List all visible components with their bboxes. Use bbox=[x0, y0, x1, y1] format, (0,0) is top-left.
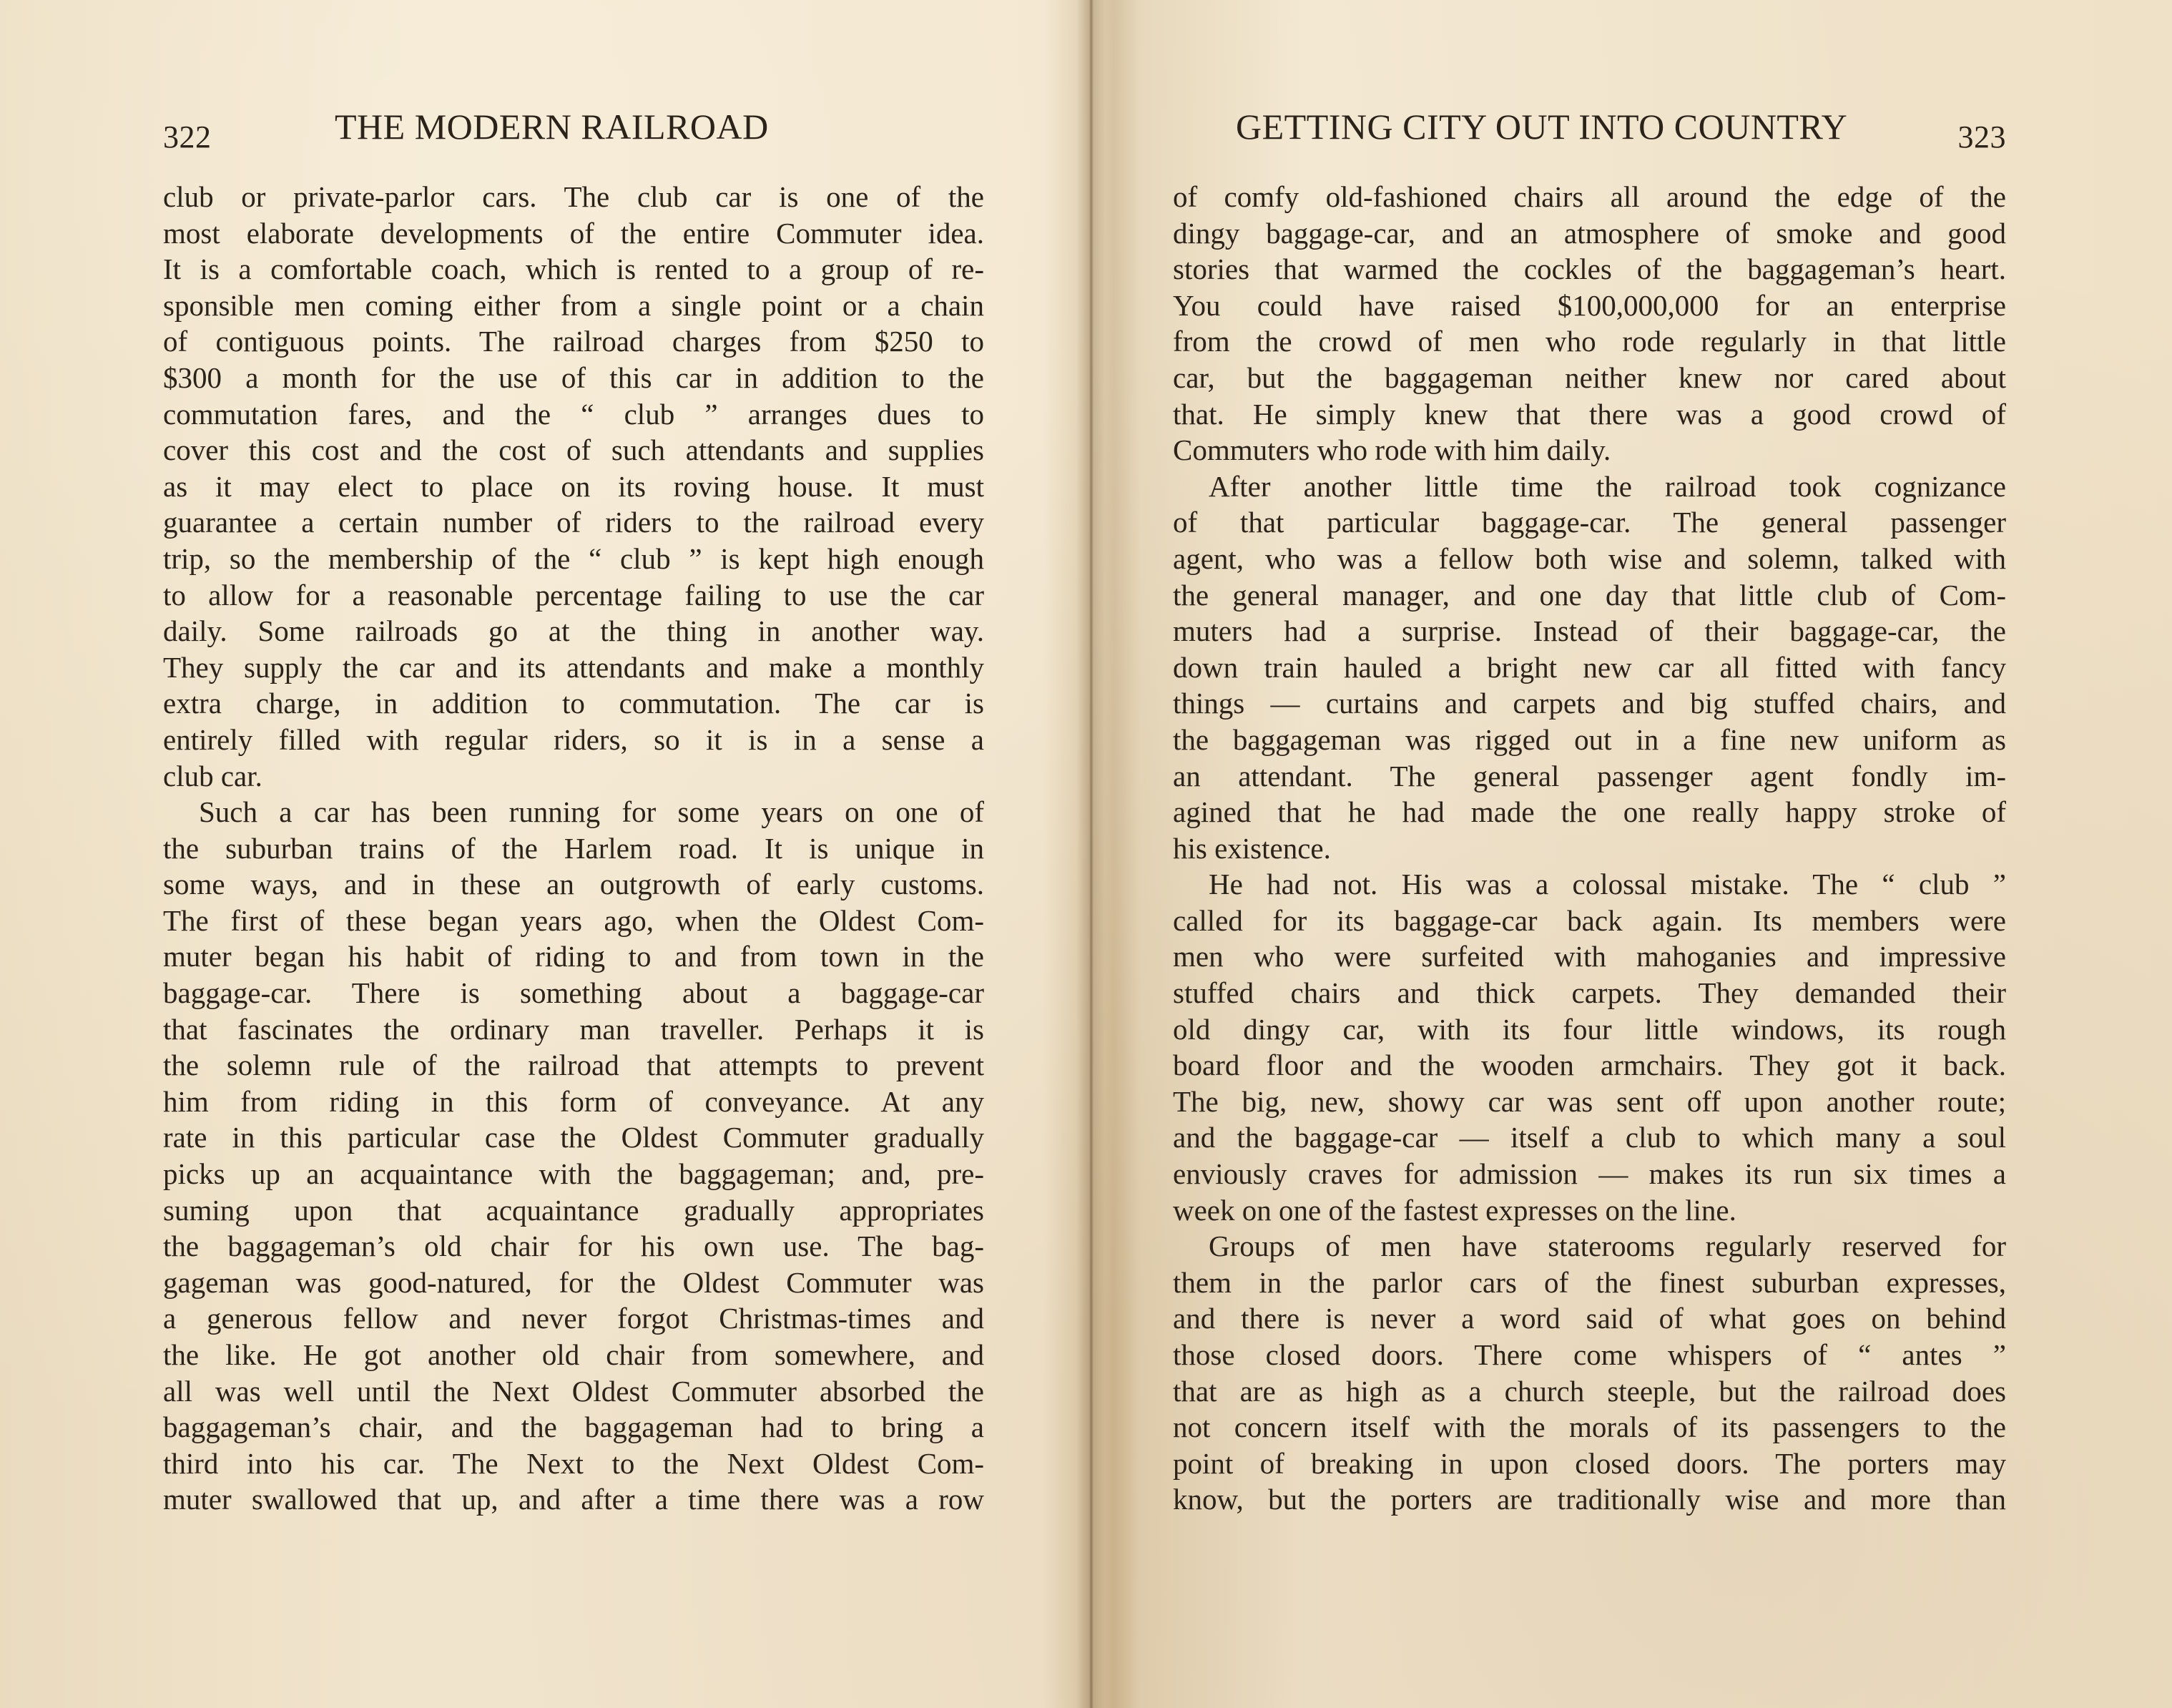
text-line: suming upon that acquaintance gradually appropriates bbox=[163, 1193, 984, 1227]
text-line: to allow for a reasonable percentage failing to use the car bbox=[163, 578, 984, 612]
text-line: a generous fellow and never forgot Christmas-times and bbox=[163, 1302, 984, 1335]
text-line: enviously craves for admission — makes its run six times a bbox=[1173, 1157, 2006, 1191]
text-line: After another little time the railroad took cognizance bbox=[1209, 469, 2006, 503]
text-line: men who were surfeited with mahoganies and impressive bbox=[1173, 940, 2006, 973]
text-line: daily. Some railroads go at the thing in another way. bbox=[163, 614, 984, 648]
right-running-title: GETTING CITY OUT INTO COUNTRY bbox=[1236, 107, 1848, 147]
left-page-number: 322 bbox=[163, 119, 212, 154]
text-line: $300 a month for the use of this car in addition to the bbox=[163, 360, 984, 394]
text-line: third into his car. The Next to the Next Oldest Com- bbox=[163, 1446, 984, 1480]
text-line: muters had a surprise. Instead of their baggage-car, the bbox=[1173, 614, 2006, 648]
text-line: them in the parlor cars of the finest suburban expresses, bbox=[1173, 1265, 2006, 1299]
text-line: Such a car has been running for some years on one of bbox=[199, 795, 984, 829]
text-line: those closed doors. There come whispers of “ antes ” bbox=[1173, 1338, 2006, 1371]
text-line: and there is never a word said of what goes on behind bbox=[1173, 1302, 2006, 1335]
text-line: that are as high as a church steeple, but the railroad does bbox=[1173, 1374, 2006, 1408]
text-line: week on one of the fastest expresses on the line. bbox=[1173, 1193, 1736, 1227]
text-line: called for its baggage-car back again. Its members were bbox=[1173, 903, 2006, 937]
text-line: the baggageman was rigged out in a fine new uniform as bbox=[1173, 722, 2006, 756]
text-line: agined that he had made the one really happy stroke of bbox=[1173, 795, 2006, 829]
left-running-title: THE MODERN RAILROAD bbox=[335, 107, 769, 147]
text-line: from the crowd of men who rode regularly in that little bbox=[1173, 325, 2006, 358]
text-line: It is a comfortable coach, which is rented to a group of re- bbox=[163, 252, 984, 286]
text-line: entirely filled with regular riders, so it is in a sense a bbox=[163, 722, 984, 756]
text-line: trip, so the membership of the “ club ” is kept high enough bbox=[163, 541, 984, 575]
text-line: and the baggage-car — itself a club to which many a soul bbox=[1173, 1121, 2006, 1154]
text-line: Commuters who rode with him daily. bbox=[1173, 433, 1611, 467]
text-line: sponsible men coming either from a single point or a chain bbox=[163, 288, 984, 322]
text-line: of comfy old-fashioned chairs all around the edge of the bbox=[1173, 180, 2006, 213]
text-line: extra charge, in addition to commutation. The car is bbox=[163, 687, 984, 720]
text-line: agent, who was a fellow both wise and solemn, talked with bbox=[1173, 541, 2006, 575]
text-line: him from riding in this form of conveyance. At any bbox=[163, 1084, 984, 1118]
text-line: an attendant. The general passenger agent fondly im- bbox=[1173, 759, 2006, 792]
text-line: guarantee a certain number of riders to the railroad every bbox=[163, 506, 984, 539]
text-line: baggageman’s chair, and the baggageman had to bring a bbox=[163, 1410, 984, 1444]
text-line: car, but the baggageman neither knew nor cared about bbox=[1173, 360, 2006, 394]
text-line: some ways, and in these an outgrowth of early customs. bbox=[163, 868, 984, 901]
right-page-text bbox=[1173, 179, 2006, 1518]
text-line: his existence. bbox=[1173, 831, 1331, 865]
text-line: old dingy car, with its four little windows, its rough bbox=[1173, 1012, 2006, 1046]
text-line: stories that warmed the cockles of the baggageman’s heart. bbox=[1173, 252, 2006, 286]
book-gutter bbox=[1076, 0, 1105, 1708]
text-line: as it may elect to place on its roving house. It must bbox=[163, 469, 984, 503]
text-line: things — curtains and carpets and big stuffed chairs, and bbox=[1173, 687, 2006, 720]
text-line: The big, new, showy car was sent off upon another route; bbox=[1173, 1084, 2006, 1118]
text-line: of contiguous points. The railroad charges from $250 to bbox=[163, 325, 984, 358]
text-line: the like. He got another old chair from somewhere, and bbox=[163, 1338, 984, 1371]
text-line: the baggageman’s old chair for his own use. The bag- bbox=[163, 1230, 984, 1263]
text-line: muter began his habit of riding to and from town in the bbox=[163, 940, 984, 973]
text-line: the solemn rule of the railroad that attempts to prevent bbox=[163, 1049, 984, 1082]
text-line: all was well until the Next Oldest Commuter absorbed the bbox=[163, 1374, 984, 1408]
text-line: most elaborate developments of the entire Commuter idea. bbox=[163, 216, 984, 250]
text-line: picks up an acquaintance with the baggageman; and, pre- bbox=[163, 1157, 984, 1191]
text-line: The first of these began years ago, when the Oldest Com- bbox=[163, 903, 984, 937]
text-line: You could have raised $100,000,000 for an enterprise bbox=[1173, 288, 2006, 322]
left-page-text bbox=[163, 179, 984, 1518]
left-running-head bbox=[163, 106, 984, 154]
text-line: Groups of men have staterooms regularly reserved for bbox=[1209, 1230, 2006, 1263]
text-line: club car. bbox=[163, 759, 262, 792]
text-line: stuffed chairs and thick carpets. They demanded their bbox=[1173, 976, 2006, 1010]
text-line: the general manager, and one day that little club of Com- bbox=[1173, 578, 2006, 612]
text-line: down train hauled a bright new car all fitted with fancy bbox=[1173, 650, 2006, 684]
text-line: club or private-parlor cars. The club car is one of the bbox=[163, 180, 984, 213]
text-line: of that particular baggage-car. The general passenger bbox=[1173, 506, 2006, 539]
text-line: muter swallowed that up, and after a time there was a row bbox=[163, 1483, 984, 1516]
text-line: dingy baggage-car, and an atmosphere of smoke and good bbox=[1173, 216, 2006, 250]
text-line: not concern itself with the morals of its passengers to the bbox=[1173, 1410, 2006, 1444]
text-line: rate in this particular case the Oldest Commuter gradually bbox=[163, 1121, 984, 1154]
text-line: point of breaking in upon closed doors. The porters may bbox=[1173, 1446, 2006, 1480]
text-line: cover this cost and the cost of such attendants and supplies bbox=[163, 433, 984, 467]
text-line: They supply the car and its attendants and make a monthly bbox=[163, 650, 984, 684]
text-line: commutation fares, and the “ club ” arranges dues to bbox=[163, 397, 984, 431]
text-line: gageman was good-natured, for the Oldest Commuter was bbox=[163, 1265, 984, 1299]
text-line: baggage-car. There is something about a baggage-car bbox=[163, 976, 984, 1010]
right-running-head bbox=[1173, 106, 2006, 154]
text-line: that. He simply knew that there was a good crowd of bbox=[1173, 397, 2006, 431]
text-line: know, but the porters are traditionally wise and more than bbox=[1173, 1483, 2006, 1516]
text-line: the suburban trains of the Harlem road. It is unique in bbox=[163, 831, 984, 865]
text-line: He had not. His was a colossal mistake. The “ club ” bbox=[1209, 868, 2006, 901]
text-line: that fascinates the ordinary man traveller. Perhaps it is bbox=[163, 1012, 984, 1046]
text-line: board floor and the wooden armchairs. They got it back. bbox=[1173, 1049, 2006, 1082]
right-page-number: 323 bbox=[1957, 119, 2006, 154]
